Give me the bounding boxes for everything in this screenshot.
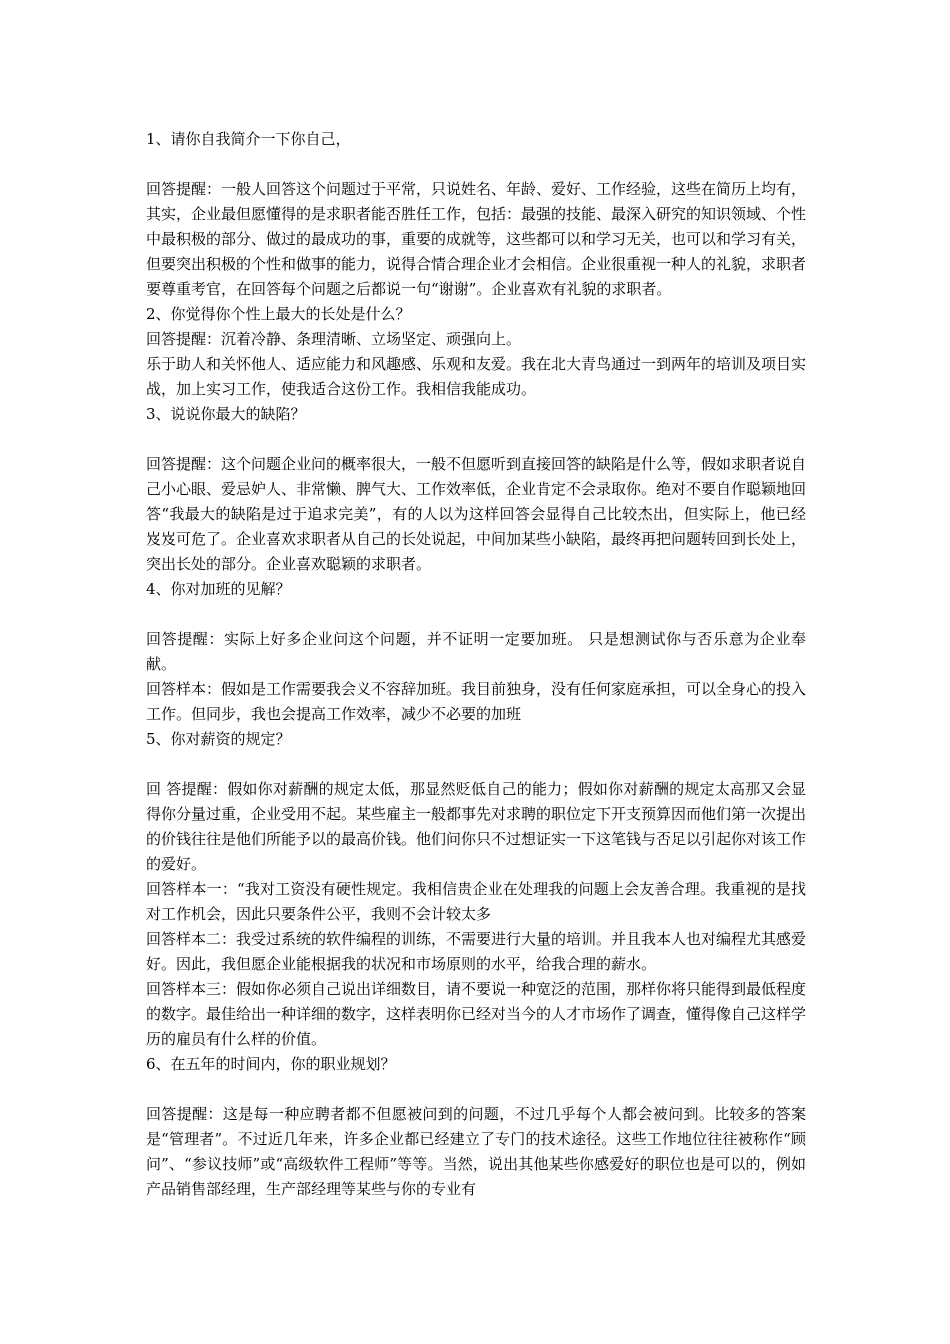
blank-line [146, 602, 806, 627]
answer-tip-3: 回答提醒：这个问题企业问的概率很大，一般不但愿听到直接回答的缺陷是什么等，假如求职者说自己小心眼、爱忌妒人、非常懒、脾气大、工作效率低，企业肯定不会录取你。绝对不要自作聪颖地回答“我最大的缺陷是过于追求完美”，有的人以为这样回答会显得自己比较杰出，但实际上，他已经岌岌可危了。企业喜欢求职者从自己的长处说起，中间加某些小缺陷，最终再把问题转回到长处上，突出长处的部分。企业喜欢聪颖的求职者。 [146, 455, 807, 573]
question-1: 1、请你自我简介一下你自己， [146, 130, 351, 148]
question-2: 2、你觉得你个性上最大的长处是什么？ [146, 305, 411, 323]
blank-line [146, 752, 806, 777]
question-4: 4、你对加班的见解？ [146, 580, 291, 598]
answer-sample-4: 回答样本：假如是工作需要我会义不容辞加班。我目前独身，没有任何家庭承担，可以全身心的投入工作。但同步，我也会提高工作效率，减少不必要的加班 [146, 680, 807, 723]
question-3: 3、说说你最大的缺陷？ [146, 405, 306, 423]
blank-line [146, 1077, 806, 1102]
question-6: 6、在五年的时间内，你的职业规划？ [146, 1055, 396, 1073]
blank-line [146, 152, 806, 177]
answer-tip-5: 回 答提醒：假如你对薪酬的规定太低，那显然贬低自己的能力；假如你对薪酬的规定太高那又会显得你分量过重，企业受用不起。某些雇主一般都事先对求聘的职位定下开支预算因而他们第一次提出的价钱往往是他们所能予以的最高价钱。他们问你只不过想证实一下这笔钱与否足以引起你对该工作的爱好。 [146, 780, 807, 873]
answer-tip-6: 回答提醒：这是每一种应聘者都不但愿被问到的问题，不过几乎每个人都会被问到。比较多的答案是“管理者”。不过近几年来，许多企业都已经建立了专门的技术途径。这些工作地位往往被称作“顾问”、“参议技师”或“高级软件工程师”等等。当然，说出其他某些你感爱好的职位也是可以的，例如产品销售部经理，生产部经理等某些与你的专业有 [146, 1105, 806, 1198]
document-body [146, 127, 806, 1202]
question-5: 5、你对薪资的规定？ [146, 730, 291, 748]
blank-line [146, 427, 806, 452]
answer-sample-5-3: 回答样本三：假如你必须自己说出详细数目，请不要说一种宽泛的范围，那样你将只能得到最低程度的数字。最佳给出一种详细的数字，这样表明你已经对当今的人才市场作了调查，懂得像自己这样学历的雇员有什么样的价值。 [146, 980, 807, 1048]
answer-sample-5-2: 回答样本二：我受过系统的软件编程的训练，不需要进行大量的培训。并且我本人也对编程尤其感爱好。因此，我但愿企业能根据我的状况和市场原则的水平，给我合理的薪水。 [146, 930, 807, 973]
answer-text-2: 乐于助人和关怀他人、适应能力和风趣感、乐观和友爱。我在北大青鸟通过一到两年的培训及项目实战，加上实习工作，使我适合这份工作。我相信我能成功。 [146, 355, 807, 398]
answer-tip-2: 回答提醒：沉着冷静、条理清晰、立场坚定、顽强向上。 [146, 330, 522, 348]
answer-tip-4: 回答提醒：实际上好多企业问这个问题，并不证明一定要加班。 只是想测试你与否乐意为企业奉献。 [146, 630, 806, 673]
answer-sample-5-1: 回答样本一：“我对工资没有硬性规定。我相信贵企业在处理我的问题上会友善合理。我重视的是找对工作机会，因此只要条件公平，我则不会计较太多 [146, 880, 806, 923]
answer-tip-1: 回答提醒：一般人回答这个问题过于平常，只说姓名、年龄、爱好、工作经验，这些在简历上均有，其实，企业最但愿懂得的是求职者能否胜任工作，包括：最强的技能、最深入研究的知识领域、个性中最积极的部分、做过的最成功的事，重要的成就等，这些都可以和学习无关，也可以和学习有关，但要突出积极的个性和做事的能力，说得合情合理企业才会相信。企业很重视一种人的礼貌，求职者要尊重考官，在回答每个问题之后都说一句“谢谢”。企业喜欢有礼貌的求职者。 [146, 180, 807, 298]
